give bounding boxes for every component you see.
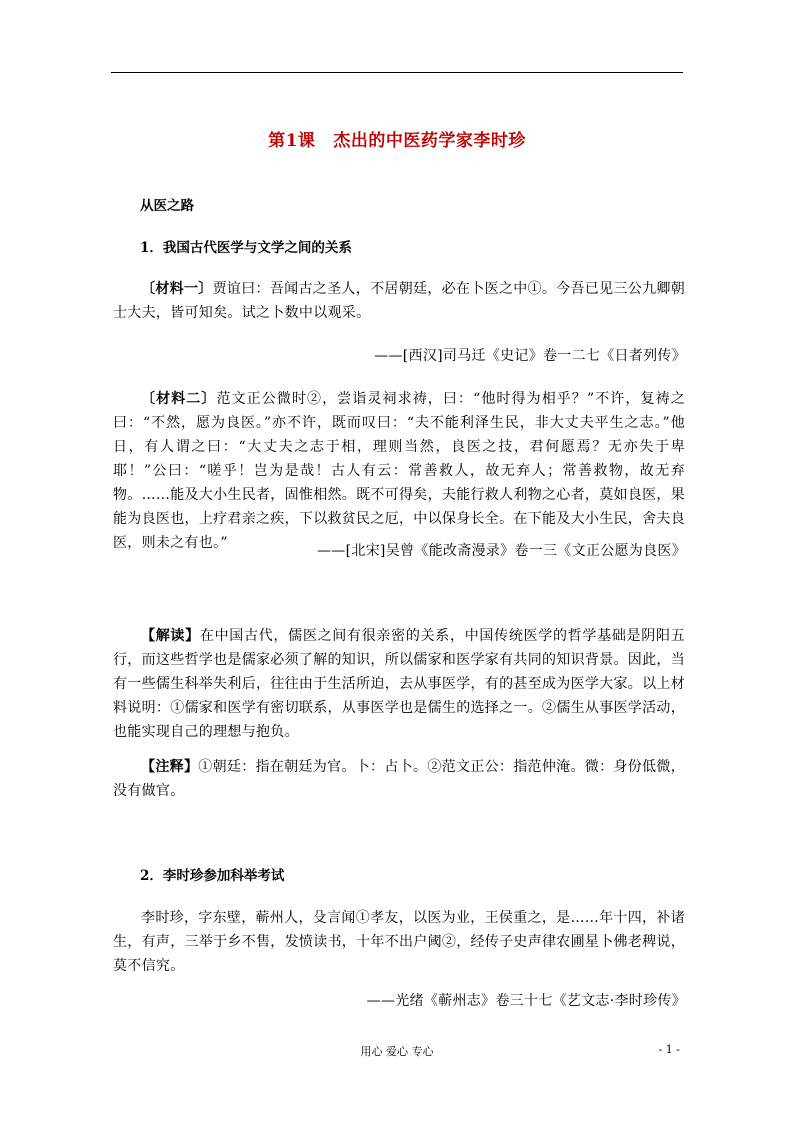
section-heading: 从医之路	[140, 198, 194, 214]
material-1-source: ——[西汉]司马迁《史记》卷一二七《日者列传》	[374, 348, 686, 364]
header-rule	[111, 72, 683, 73]
lesson-number: 第1课	[268, 131, 316, 151]
material-3-text: 李时珍，字东壁，蕲州人，殳言闻①孝友，以医为业，王侯重之，是……年十四，补诸生，有声，三举于乡不售，发愤读书，十年不出户阈②，经传子史声律农圃星卜佛老稗说，莫不信究。	[113, 910, 685, 974]
material-1	[113, 277, 685, 325]
page-number: - 1 -	[658, 1043, 680, 1056]
material-2-source: ——[北宋]吴曾《能改斋漫录》卷一三《文正公愿为良医》	[316, 543, 686, 559]
material-1-label: 〔材料一〕	[141, 281, 213, 297]
lesson-title-text: 杰出的中医药学家李时珍	[333, 131, 526, 151]
material-2-text: 范文正公微时②，尝诣灵祠求祷，曰：“他时得为相乎？”不许，复祷之曰：“不然，愿为良医。”亦不许，既而叹曰：“夫不能利泽生民，非大丈夫平生之志。”他日，有人谓之曰：“大丈夫之志于相，理则当然，良医之技，君何愿焉？无亦失于卑耶！”公曰：“嗟乎！岂为是哉！古人有云：常善救人，故无弃人；常善救物，故无弃物。……能及大小生民者，固惟相然。既不可得矣，夫能行救人利物之心者，莫如良医，果能为良医也，上疗君亲之疾，下以救贫民之厄，中以保身长全。在下能及大小生民，舍夫良医，则未之有也。”	[113, 391, 685, 551]
topic-1-heading: 1．我国古代医学与文学之间的关系	[140, 240, 352, 256]
footer-motto: 用心 爱心 专心	[360, 1045, 434, 1058]
interpretation	[113, 624, 685, 744]
material-2	[113, 387, 685, 555]
material-3	[113, 906, 685, 978]
lesson-title	[0, 126, 794, 151]
material-3-source: ——光绪《蕲州志》卷三十七《艺文志·李时珍传》	[366, 993, 686, 1009]
interpretation-text: 在中国古代，儒医之间有很亲密的关系，中国传统医学的哲学基础是阴阳五行，而这些哲学也是儒家必须了解的知识，所以儒家和医学家有共同的知识背景。因此，当有一些儒生科举失利后，往往由于生活所迫，去从事医学，有的甚至成为医学大家。以上材料说明：①儒家和医学有密切联系，从事医学也是儒生的选择之一。②儒生从事医学活动，也能实现自己的理想与抱负。	[113, 628, 685, 740]
material-1-text: 贾谊曰：吾闻古之圣人，不居朝廷，必在卜医之中①。今吾已见三公九卿朝士大夫，皆可知矣。试之卜数中以观采。	[113, 281, 686, 321]
notes-label: 【注释】	[141, 759, 199, 775]
interpretation-label: 【解读】	[141, 628, 200, 644]
notes	[113, 755, 685, 803]
notes-text: ①朝廷：指在朝廷为官。卜：占卜。②范文正公：指范仲淹。微：身份低微，没有做官。	[113, 759, 685, 799]
topic-2-heading: 2．李时珍参加科举考试	[140, 868, 285, 884]
material-2-label: 〔材料二〕	[141, 391, 217, 407]
